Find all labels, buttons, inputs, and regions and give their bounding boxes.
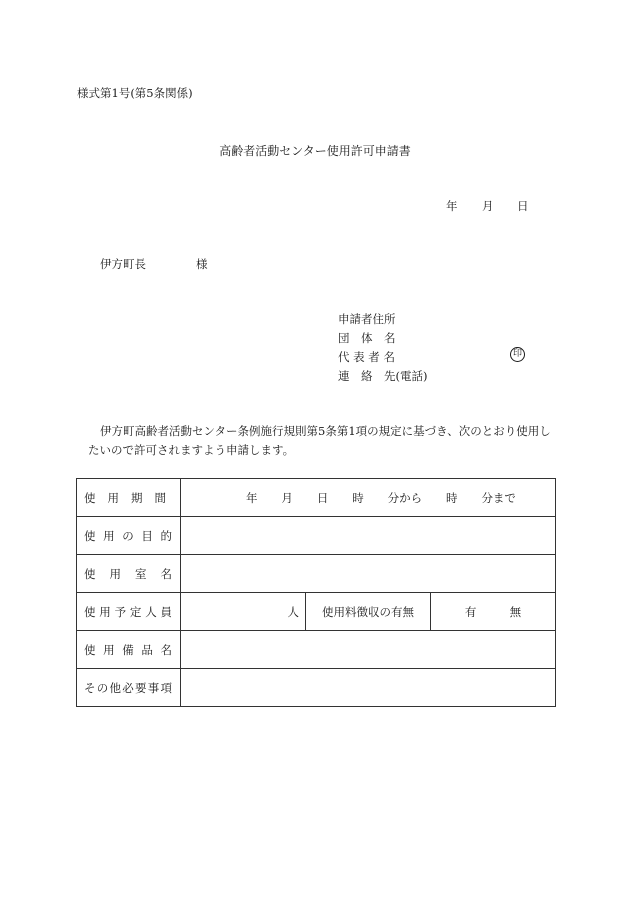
document-title: 高齢者活動センター使用許可申請書	[219, 144, 411, 158]
equipment-value-cell[interactable]	[181, 631, 556, 669]
label-char: 月	[281, 490, 293, 505]
label-char: 期	[131, 490, 143, 505]
label-char: 日	[316, 490, 329, 505]
label-char: 用	[109, 566, 121, 581]
label-char: 使	[84, 528, 96, 543]
room-label	[77, 555, 181, 593]
label-char: 使	[84, 642, 96, 657]
label-char: 事	[147, 680, 160, 695]
label-char: 要	[135, 680, 147, 695]
room-value-cell[interactable]	[181, 555, 556, 593]
label-char: 目	[141, 528, 153, 543]
table-row-room	[77, 555, 556, 593]
label-char: 備	[122, 642, 134, 657]
contact-phone-label: 連 絡 先(電話)	[338, 369, 428, 383]
label-char: 分まで	[481, 490, 516, 505]
fee-no-option[interactable]: 無	[509, 604, 522, 619]
people-count-cell[interactable]	[181, 593, 306, 631]
label-char: 名	[160, 566, 172, 581]
fee-collection-label: 使用料徴収の有無	[306, 593, 431, 631]
equipment-label	[77, 631, 181, 669]
label-char: の	[96, 680, 109, 695]
label-char: 員	[160, 604, 172, 619]
label-char: 名	[160, 642, 172, 657]
other-requirements-value-cell[interactable]	[181, 669, 556, 707]
addressee-honorific: 様	[196, 257, 208, 271]
label-char: 使	[84, 566, 96, 581]
label-char: の	[122, 528, 134, 543]
label-char: 項	[160, 680, 172, 695]
label-char: 用	[103, 642, 115, 657]
table-row-equipment	[77, 631, 556, 669]
addressee-name: 伊方町長	[100, 257, 146, 271]
label-char: 他	[109, 680, 121, 695]
period-value-cell[interactable]	[181, 479, 556, 517]
form-number: 様式第1号(第5条関係)	[77, 86, 193, 100]
label-char: 品	[141, 642, 153, 657]
purpose-label	[77, 517, 181, 555]
label-char: 必	[122, 680, 134, 695]
label-char: 用	[107, 490, 119, 505]
label-char: 用	[99, 604, 111, 619]
label-char: 予	[114, 604, 127, 619]
purpose-value-cell[interactable]	[181, 517, 556, 555]
label-char: 的	[160, 528, 172, 543]
label-char: 間	[154, 490, 166, 505]
table-row-period	[77, 479, 556, 517]
label-char: 時	[446, 490, 458, 505]
period-label	[77, 479, 181, 517]
table-row-other	[77, 669, 556, 707]
date-day-label: 日	[517, 199, 529, 213]
label-char: 使	[84, 604, 96, 619]
applicant-address-label: 申請者住所	[338, 312, 396, 326]
seal-mark-icon: 印	[510, 347, 525, 362]
date-month-label: 月	[482, 199, 494, 213]
other-requirements-label	[77, 669, 181, 707]
representative-name-label: 代 表 者 名	[338, 350, 395, 364]
people-unit: 人	[287, 604, 299, 619]
label-char: 用	[103, 528, 115, 543]
label-char: 分から	[387, 490, 423, 505]
date-year-label: 年	[446, 199, 458, 213]
usage-details-table	[76, 478, 556, 707]
label-char: 年	[246, 490, 258, 505]
table-row-purpose	[77, 517, 556, 555]
table-row-people	[77, 593, 556, 631]
label-char: 室	[135, 566, 147, 581]
label-char: そ	[84, 680, 96, 695]
label-char: 時	[352, 490, 364, 505]
organization-name-label: 団 体 名	[338, 331, 396, 345]
label-char: 使	[84, 490, 96, 505]
application-statement: 伊方町高齢者活動センター条例施行規則第5条第1項の規定に基づき、次のとおり使用したいので許可されますよう申請します。	[88, 424, 551, 457]
label-char: 人	[145, 604, 157, 619]
label-char: 定	[129, 604, 142, 619]
people-label	[77, 593, 181, 631]
fee-yes-no-cell[interactable]	[431, 593, 556, 631]
fee-yes-option[interactable]: 有	[464, 604, 477, 619]
